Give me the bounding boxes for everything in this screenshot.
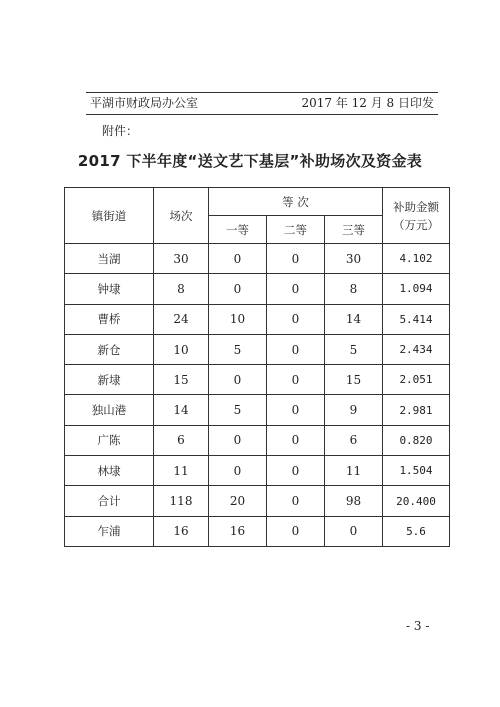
cell-amount: 0.820 [383, 425, 450, 455]
cell-amount: 20.400 [383, 486, 450, 516]
header-town: 镇街道 [65, 188, 154, 244]
cell-count: 30 [154, 244, 209, 274]
cell-grade-3: 0 [325, 516, 383, 546]
header-grade-1: 一等 [209, 216, 267, 244]
cell-town: 乍浦 [65, 516, 154, 546]
cell-count: 118 [154, 486, 209, 516]
attachment-label: 附件： [102, 124, 139, 138]
cell-grade-1: 0 [209, 365, 267, 395]
cell-grade-2: 0 [267, 395, 325, 425]
cell-grade-3: 15 [325, 365, 383, 395]
cell-grade-3: 98 [325, 486, 383, 516]
cell-grade-2: 0 [267, 365, 325, 395]
header-top-rule [86, 92, 438, 93]
cell-amount: 1.504 [383, 456, 450, 486]
cell-count: 11 [154, 456, 209, 486]
cell-grade-1: 5 [209, 334, 267, 364]
issuance-line [90, 95, 434, 111]
cell-grade-1: 10 [209, 304, 267, 334]
cell-grade-2: 0 [267, 516, 325, 546]
cell-grade-3: 14 [325, 304, 383, 334]
cell-grade-3: 8 [325, 274, 383, 304]
cell-town: 独山港 [65, 395, 154, 425]
cell-grade-1: 0 [209, 244, 267, 274]
header-bottom-rule [86, 114, 438, 115]
cell-count: 16 [154, 516, 209, 546]
header-grade-3: 三等 [325, 216, 383, 244]
table-row [65, 274, 450, 304]
cell-grade-2: 0 [267, 244, 325, 274]
table-row [65, 244, 450, 274]
table-row [65, 516, 450, 546]
cell-amount: 2.434 [383, 334, 450, 364]
cell-grade-2: 0 [267, 274, 325, 304]
cell-town: 广陈 [65, 425, 154, 455]
cell-town: 曹桥 [65, 304, 154, 334]
cell-grade-1: 5 [209, 395, 267, 425]
cell-grade-2: 0 [267, 334, 325, 364]
cell-grade-3: 30 [325, 244, 383, 274]
cell-grade-2: 0 [267, 425, 325, 455]
table-row [65, 456, 450, 486]
table-row [65, 334, 450, 364]
issue-date: 2017 年 12 月 8 日印发 [301, 96, 434, 110]
cell-count: 14 [154, 395, 209, 425]
cell-grade-3: 11 [325, 456, 383, 486]
cell-count: 24 [154, 304, 209, 334]
cell-count: 6 [154, 425, 209, 455]
cell-town: 钟埭 [65, 274, 154, 304]
cell-amount: 5.414 [383, 304, 450, 334]
cell-town: 林埭 [65, 456, 154, 486]
issuing-office: 平湖市财政局办公室 [90, 96, 199, 110]
table-row [65, 425, 450, 455]
header-amount [383, 188, 450, 244]
cell-town: 合计 [65, 486, 154, 516]
header-amount-line2: （万元） [393, 217, 439, 232]
page-number: - 3 - [406, 619, 430, 633]
cell-town: 新埭 [65, 365, 154, 395]
cell-amount: 1.094 [383, 274, 450, 304]
cell-grade-2: 0 [267, 456, 325, 486]
table-row [65, 365, 450, 395]
cell-count: 10 [154, 334, 209, 364]
header-amount-line1: 补助金额 [393, 199, 439, 214]
cell-amount: 2.051 [383, 365, 450, 395]
cell-count: 15 [154, 365, 209, 395]
cell-grade-1: 0 [209, 456, 267, 486]
header-count: 场次 [154, 188, 209, 244]
cell-grade-1: 0 [209, 425, 267, 455]
header-grade: 等 次 [209, 188, 383, 216]
header-grade-2: 二等 [267, 216, 325, 244]
table-header-row [65, 188, 450, 216]
cell-grade-3: 5 [325, 334, 383, 364]
table-row-total [65, 486, 450, 516]
cell-amount: 2.981 [383, 395, 450, 425]
cell-grade-1: 16 [209, 516, 267, 546]
cell-grade-2: 0 [267, 304, 325, 334]
cell-amount: 4.102 [383, 244, 450, 274]
subsidy-table [64, 187, 450, 547]
cell-town: 当湖 [65, 244, 154, 274]
cell-grade-3: 9 [325, 395, 383, 425]
table-row [65, 395, 450, 425]
cell-town: 新仓 [65, 334, 154, 364]
table-title: 2017 下半年度“送文艺下基层”补助场次及资金表 [77, 152, 423, 170]
cell-count: 8 [154, 274, 209, 304]
cell-amount: 5.6 [383, 516, 450, 546]
table-row [65, 304, 450, 334]
cell-grade-2: 0 [267, 486, 325, 516]
cell-grade-1: 20 [209, 486, 267, 516]
cell-grade-3: 6 [325, 425, 383, 455]
cell-grade-1: 0 [209, 274, 267, 304]
